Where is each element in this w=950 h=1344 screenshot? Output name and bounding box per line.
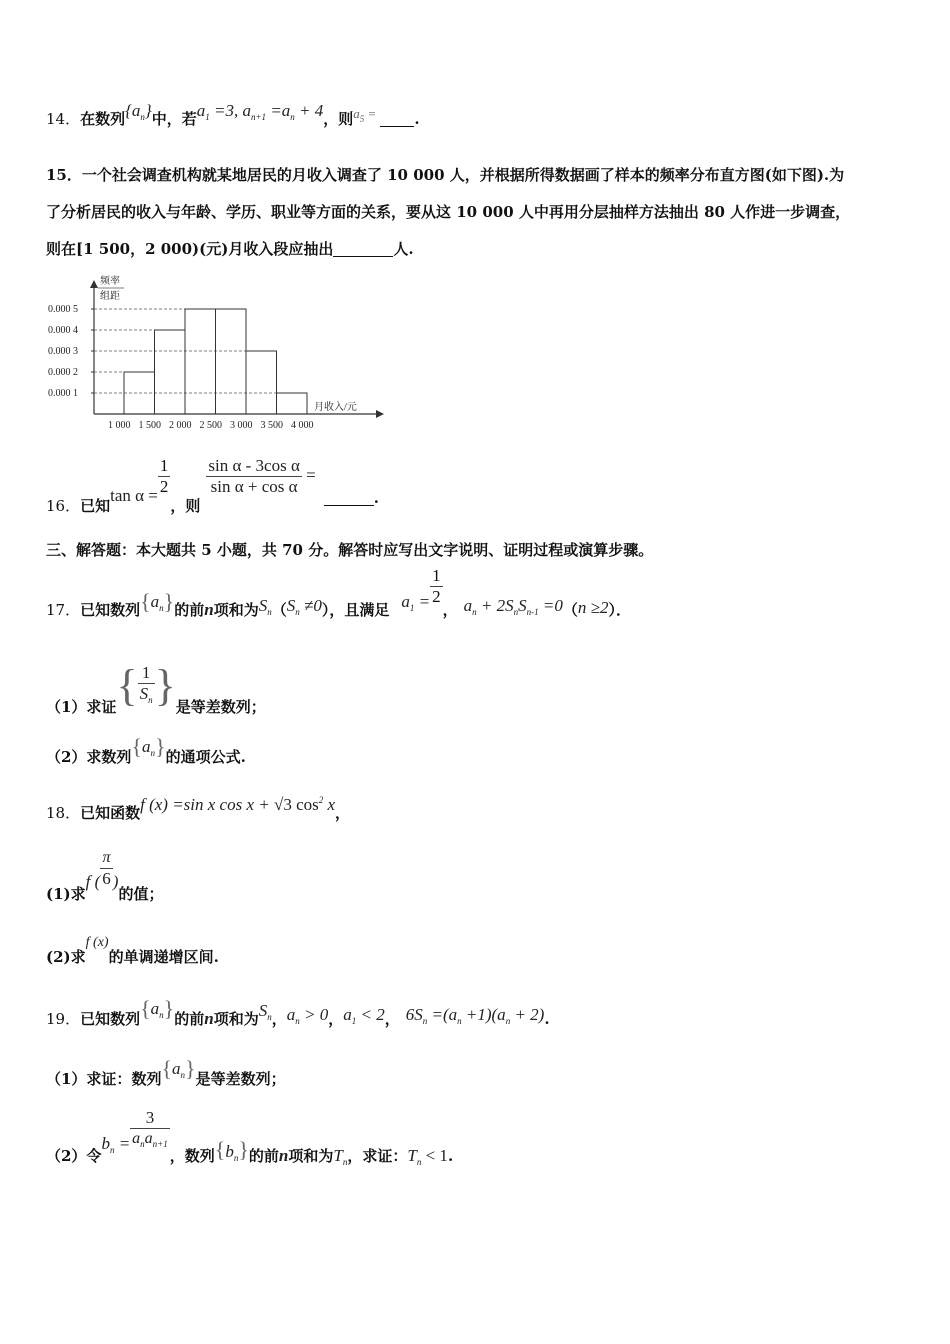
q19-bn-fraction: $\frac{3}{a_na_{n+1}}$ <box>132 1108 168 1149</box>
q14-answer-blank[interactable] <box>380 112 414 127</box>
q18-part-2-text-a: (2)求 <box>46 948 86 966</box>
q19-part-2-text-c: 的前 <box>248 1147 279 1165</box>
q17-condition: $S_n \ne 0$ <box>286 595 322 617</box>
q14-condition: $a_1 =3$, $a_{n+1} =a_n + 4$ <box>196 101 324 122</box>
q16-equals: = <box>301 465 316 485</box>
q17-part-1 <box>46 650 266 716</box>
histogram-bar <box>216 309 247 414</box>
q19-p2-bn: $b_n$ <box>225 1142 239 1163</box>
y-axis-label-top: 频率 <box>100 276 120 287</box>
q14-ask: $a_5$ = <box>353 106 377 124</box>
q19-part-1-text-a: （1）求证：数列 <box>46 1070 162 1088</box>
histogram-bar <box>277 393 308 414</box>
q19-bn: $b_n$ = <box>101 1134 131 1155</box>
q17-part-2-text-b: 的通项公式. <box>165 748 246 766</box>
q17-ncond-close: ） <box>608 600 616 619</box>
q17-paren-open: （ <box>271 600 287 619</box>
q17-p1-right-brace-icon: } <box>154 661 176 710</box>
q16-tan: tan α = <box>110 485 158 505</box>
q16-period: . <box>373 488 379 507</box>
q17-part-2 <box>46 728 246 766</box>
question-15-line-3 <box>46 238 414 259</box>
q14-text-3: ，则 <box>323 110 354 128</box>
q19-text-1: 已知数列 <box>80 1010 141 1028</box>
q16-answer-blank[interactable] <box>324 491 374 506</box>
q19-part-1-text-b: 是等差数列； <box>195 1070 286 1088</box>
q19-part-2-text-d: 项和为 <box>288 1147 334 1165</box>
q19-right-brace-icon: } <box>163 996 175 1021</box>
y-tick-label: 0.000 1 <box>48 388 78 399</box>
q18-p2-f: f (x) <box>85 935 109 950</box>
q18-part-1 <box>46 848 164 903</box>
q14-sequence: $\{a_n\}$ <box>125 101 152 122</box>
q17-paren-close: ） <box>321 600 330 619</box>
question-19 <box>46 990 550 1028</box>
histogram-bar <box>155 330 186 414</box>
question-15-line-1: 15．一个社会调查机构就某地居民的月收入调查了 10 000 人，并根据所得数据画了样本的频率分布直方图(如下图).为 <box>46 166 845 184</box>
q19-p2-right-brace-icon: } <box>238 1137 249 1162</box>
q18-part-1-text-b: 的值； <box>118 884 164 903</box>
q18-part-2 <box>46 930 219 966</box>
q14-number: 14． <box>46 110 81 128</box>
q17-text-3: 项和为 <box>213 600 259 619</box>
q19-Tn: $T_n$ <box>333 1146 348 1167</box>
q16-expression-fraction: $\frac{\text{sin α - 3cos α}}{\text{sin α + cos α}}$ <box>208 456 300 496</box>
q19-an: $a_n$ <box>150 999 164 1020</box>
x-axis-label: 月收入/元 <box>314 402 357 413</box>
y-tick-label: 0.000 2 <box>48 367 78 378</box>
q17-part-1-text-b: 是等差数列； <box>175 698 266 716</box>
q19-p1-an: $a_n$ <box>172 1059 186 1080</box>
x-tick-label: 1 000 <box>108 420 131 431</box>
q16-number: 16． <box>46 496 81 515</box>
x-tick-label: 4 000 <box>291 420 314 431</box>
q17-p2-left-brace-icon: { <box>131 734 143 759</box>
q14-period: . <box>414 110 420 128</box>
q17-recurrence: $a_n + 2S_nS_{n-1} =0$ <box>463 595 563 617</box>
q17-p1-fraction: $\frac{1}{S_n}$ <box>139 662 153 705</box>
y-axis-arrow-icon <box>90 280 98 288</box>
histogram-bar <box>185 309 216 414</box>
q19-number: 19． <box>46 1010 81 1028</box>
q19-Sn: $S_n$ <box>258 1001 272 1022</box>
q18-end: ， <box>335 804 351 822</box>
q15-text-3b: 人. <box>393 240 414 258</box>
q17-Sn: $S_n$ <box>258 595 272 617</box>
q17-p2-right-brace-icon: } <box>155 734 166 759</box>
x-axis-arrow-icon <box>376 410 384 418</box>
q17-comma: ， <box>442 600 458 619</box>
q17-n: n <box>204 599 214 619</box>
q19-part-2-text-b: ，数列 <box>169 1147 215 1165</box>
q18-function: f (x) =sin x cos x + √3 $\cos^2 x$ <box>140 795 336 814</box>
x-tick-label: 3 500 <box>260 420 283 431</box>
q17-number: 17． <box>46 600 81 619</box>
question-14 <box>46 101 420 130</box>
y-tick-label: 0.000 4 <box>48 325 78 336</box>
q19-part-2-end: . <box>447 1147 454 1165</box>
q19-comma-1: ， <box>271 1010 287 1028</box>
q17-ncond-open: （ <box>562 600 578 619</box>
q19-part-2-text-e: ，求证： <box>347 1147 408 1165</box>
q17-part-2-text-a: （2）求数列 <box>46 748 132 766</box>
q15-text-3a: 则在[1 500，2 000)(元)月收入段应抽出 <box>46 240 334 258</box>
q17-left-brace-icon: { <box>140 588 151 614</box>
q17-a1-fraction: $\frac{1}{2}$ <box>432 566 441 606</box>
q19-p2-n: n <box>278 1146 289 1165</box>
q17-p1-left-brace-icon: { <box>116 661 138 710</box>
histogram-marks <box>48 274 384 431</box>
q16-text-2: ，则 <box>170 496 201 515</box>
q18-text-1: 已知函数 <box>80 804 141 822</box>
y-tick-label: 0.000 3 <box>48 346 78 357</box>
frequency-histogram <box>46 268 386 438</box>
x-tick-label: 3 000 <box>230 420 253 431</box>
q19-left-brace-icon: { <box>140 996 151 1021</box>
y-axis-label-bottom: 组距 <box>100 291 120 302</box>
q19-p2-left-brace-icon: { <box>214 1137 226 1162</box>
q19-a1: $a_1 < 2$ <box>343 1005 385 1026</box>
q19-positive: $a_n > 0$ <box>286 1005 329 1026</box>
q14-text-1: 在数列 <box>80 110 126 128</box>
q18-part-2-text-b: 的单调递增区间. <box>108 948 219 966</box>
q17-a1: $a_1$ = <box>401 591 431 613</box>
histogram-bar <box>246 351 277 414</box>
q18-p1-fraction: $\frac{\pi}{6}$ <box>102 849 111 888</box>
q19-Tn-bound: $T_n < 1$ <box>407 1146 448 1167</box>
q14-text-2: 中，若 <box>151 110 197 128</box>
q19-text-2: 的前 <box>174 1010 205 1028</box>
q17-end: ． <box>615 600 631 619</box>
q19-comma-2: ， <box>328 1010 344 1028</box>
x-tick-label: 2 500 <box>199 420 222 431</box>
q19-comma-3: ， <box>384 1010 400 1028</box>
q19-part-1 <box>46 1050 286 1088</box>
q17-text-4: ，且满足 <box>329 600 390 619</box>
x-tick-label: 1 500 <box>138 420 161 431</box>
q17-text-2: 的前 <box>174 600 205 619</box>
q19-p1-right-brace-icon: } <box>185 1056 196 1081</box>
q17-part-1-text-a: （1）求证 <box>46 698 117 716</box>
y-tick-label: 0.000 5 <box>48 304 78 315</box>
q16-tan-fraction: $\frac{1}{2}$ <box>159 456 169 496</box>
q18-part-1-text-a: (1)求 <box>46 884 86 903</box>
question-16 <box>46 456 379 515</box>
q19-end: . <box>544 1010 550 1028</box>
question-15-line-2: 了分析居民的收入与年龄、学历、职业等方面的关系，要从这 10 000 人中再用分层抽样方法抽出 80 人作进一步调查， <box>46 203 851 221</box>
q15-answer-blank[interactable] <box>333 242 393 257</box>
q19-p1-left-brace-icon: { <box>161 1056 173 1081</box>
q17-text-1: 已知数列 <box>80 600 141 619</box>
q18-p1-f: f ( <box>85 871 101 891</box>
q19-n: n <box>204 1009 214 1028</box>
q16-text-1: 已知 <box>80 496 111 515</box>
section-3-heading: 三、解答题：本大题共 5 小题，共 70 分。解答时应写出文字说明、证明过程或演算步骤。 <box>46 541 654 559</box>
question-18 <box>46 790 351 822</box>
q18-number: 18． <box>46 804 81 822</box>
q17-p2-an: $a_n$ <box>142 737 156 758</box>
x-tick-label: 2 000 <box>169 420 192 431</box>
q19-text-3: 项和为 <box>213 1010 259 1028</box>
q17-an: $a_n$ <box>150 591 164 613</box>
q19-relation: $6S_n =(a_n +1)(a_n + 2)$ <box>405 1005 545 1026</box>
q18-p1-close: ) <box>112 871 119 891</box>
q17-ncond: n ≥2 <box>577 597 609 617</box>
q19-part-2 <box>46 1108 454 1167</box>
question-17 <box>46 566 631 619</box>
q19-part-2-text-a: （2）令 <box>46 1147 102 1165</box>
q17-right-brace-icon: } <box>163 588 175 614</box>
